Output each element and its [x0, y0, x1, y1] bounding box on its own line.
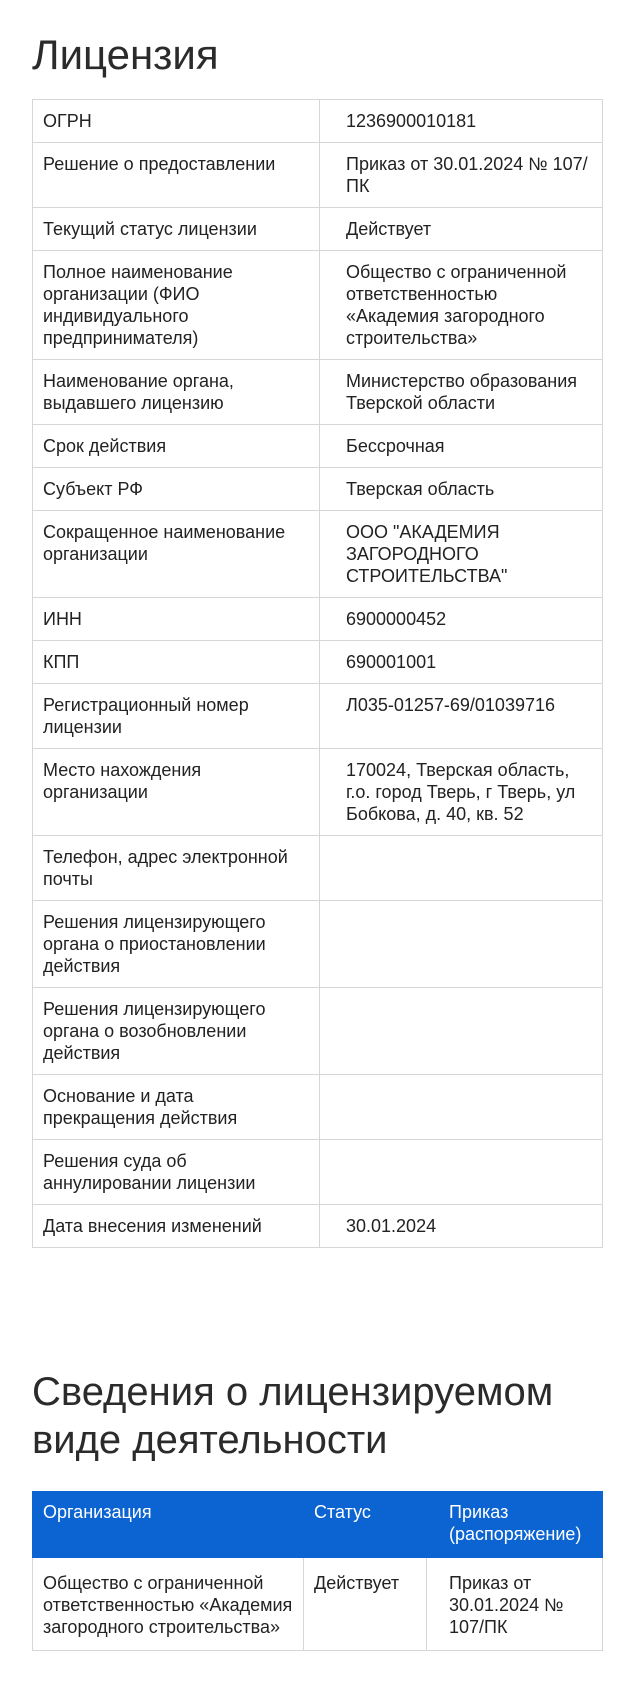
table-header-row [33, 1492, 603, 1558]
row-label-termination: Основание и дата прекращения действия [33, 1075, 320, 1140]
row-value-kpp: 690001001 [320, 641, 603, 684]
table-row [33, 1140, 603, 1205]
row-label-inn: ИНН [33, 598, 320, 641]
row-label-change-date: Дата внесения изменений [33, 1205, 320, 1248]
row-value-decision: Приказ от 30.01.2024 № 107/ПК [320, 143, 603, 208]
table-row [33, 425, 603, 468]
row-label-kpp: КПП [33, 641, 320, 684]
row-value-validity: Бессрочная [320, 425, 603, 468]
row-value-ogrn: 1236900010181 [320, 100, 603, 143]
table-row [33, 208, 603, 251]
header-organization: Организация [33, 1492, 304, 1558]
table-row [33, 988, 603, 1075]
row-label-region: Субъект РФ [33, 468, 320, 511]
row-label-validity: Срок действия [33, 425, 320, 468]
cell-organization: Общество с ограниченной ответственностью «Академия загородного строительства» [33, 1558, 304, 1651]
row-label-status: Текущий статус лицензии [33, 208, 320, 251]
table-row [33, 598, 603, 641]
table-row [33, 468, 603, 511]
row-value-region: Тверская область [320, 468, 603, 511]
header-status: Статус [304, 1492, 427, 1558]
table-row [33, 360, 603, 425]
row-label-issuer: Наименование органа, выдавшего лицензию [33, 360, 320, 425]
table-row [33, 749, 603, 836]
table-row [33, 143, 603, 208]
row-label-full-name: Полное наименование организации (ФИО индивидуального предпринимателя) [33, 251, 320, 360]
row-value-resumption [320, 988, 603, 1075]
header-order: Приказ (распоряжение) [427, 1492, 603, 1558]
table-row [33, 684, 603, 749]
license-table [32, 99, 603, 1248]
row-value-contacts [320, 836, 603, 901]
row-label-suspension: Решения лицензирующего органа о приостановлении действия [33, 901, 320, 988]
table-row [33, 100, 603, 143]
row-label-short-name: Сокращенное наименование организации [33, 511, 320, 598]
activity-title: Сведения о лицензируемом виде деятельности [32, 1370, 554, 1462]
row-label-ogrn: ОГРН [33, 100, 320, 143]
table-row [33, 901, 603, 988]
row-value-court-annulment [320, 1140, 603, 1205]
row-label-court-annulment: Решения суда об аннулировании лицензии [33, 1140, 320, 1205]
row-label-decision: Решение о предоставлении [33, 143, 320, 208]
row-value-address: 170024, Тверская область, г.о. город Тверь, г Тверь, ул Бобкова, д. 40, кв. 52 [320, 749, 603, 836]
license-title: Лицензия [32, 31, 219, 78]
cell-order: Приказ от 30.01.2024 № 107/ПК [427, 1558, 603, 1651]
row-value-suspension [320, 901, 603, 988]
row-label-address: Место нахождения организации [33, 749, 320, 836]
row-value-short-name: ООО "АКАДЕМИЯ ЗАГОРОДНОГО СТРОИТЕЛЬСТВА" [320, 511, 603, 598]
row-value-full-name: Общество с ограниченной ответственностью «Академия загородного строительства» [320, 251, 603, 360]
activity-table [32, 1491, 603, 1651]
row-value-issuer: Министерство образования Тверской области [320, 360, 603, 425]
row-value-status: Действует [320, 208, 603, 251]
row-value-termination [320, 1075, 603, 1140]
table-row [33, 1075, 603, 1140]
row-value-change-date: 30.01.2024 [320, 1205, 603, 1248]
table-row [33, 836, 603, 901]
row-value-reg-number: Л035-01257-69/01039716 [320, 684, 603, 749]
cell-status: Действует [304, 1558, 427, 1651]
row-label-reg-number: Регистрационный номер лицензии [33, 684, 320, 749]
table-row [33, 1205, 603, 1248]
row-label-resumption: Решения лицензирующего органа о возобновлении действия [33, 988, 320, 1075]
table-row [33, 251, 603, 360]
row-value-inn: 6900000452 [320, 598, 603, 641]
table-row [33, 511, 603, 598]
table-row [33, 641, 603, 684]
row-label-contacts: Телефон, адрес электронной почты [33, 836, 320, 901]
table-row [33, 1558, 603, 1651]
